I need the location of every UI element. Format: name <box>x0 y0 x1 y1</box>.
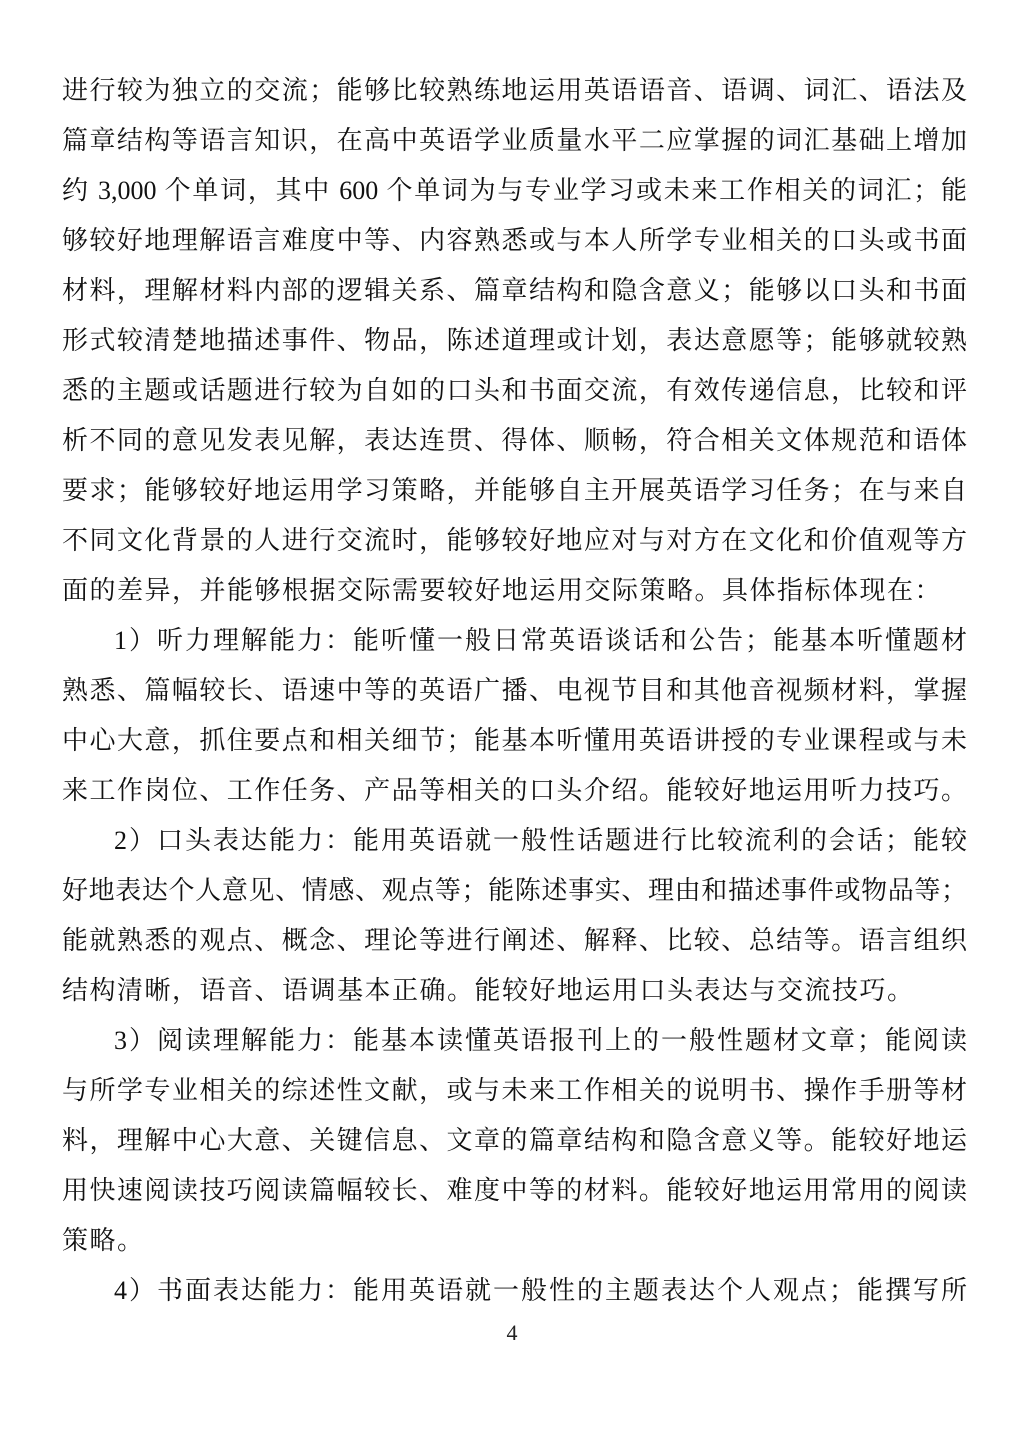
text-line-writing-heading: 4）书面表达能力：能用英语就一般性的主题表达个人观点；能撰写所 <box>114 1276 967 1305</box>
text-line: 料，理解中心大意、关键信息、文章的篇章结构和隐含意义等。能较好地运 <box>62 1126 967 1155</box>
text-line: 不同文化背景的人进行交流时，能够较好地应对与对方在文化和价值观等方 <box>62 526 967 555</box>
text-line: 用快速阅读技巧阅读篇幅较长、难度中等的材料。能较好地运用常用的阅读 <box>62 1176 967 1205</box>
text-line: 熟悉、篇幅较长、语速中等的英语广播、电视节目和其他音视频材料，掌握 <box>62 676 967 705</box>
text-line: 面的差异，并能够根据交际需要较好地运用交际策略。具体指标体现在： <box>62 576 943 605</box>
text-line: 约 3,000 个单词，其中 600 个单词为与专业学习或未来工作相关的词汇；能 <box>62 176 967 205</box>
text-line: 材料，理解材料内部的逻辑关系、篇章结构和隐含意义；能够以口头和书面 <box>62 276 967 305</box>
document-body <box>62 66 967 1316</box>
text-line: 析不同的意见发表见解，表达连贯、得体、顺畅，符合相关文体规范和语体 <box>62 426 967 455</box>
text-line: 够较好地理解语言难度中等、内容熟悉或与本人所学专业相关的口头或书面 <box>62 226 967 255</box>
text-line-speaking-heading: 2）口头表达能力：能用英语就一般性话题进行比较流利的会话；能较 <box>114 826 967 855</box>
page-footer <box>0 1318 1024 1348</box>
page-number: 4 <box>506 1320 518 1345</box>
text-line: 要求；能够较好地运用学习策略，并能够自主开展英语学习任务；在与来自 <box>62 476 967 505</box>
text-line: 策略。 <box>62 1226 145 1255</box>
text-line: 悉的主题或话题进行较为自如的口头和书面交流，有效传递信息，比较和评 <box>62 376 967 405</box>
text-line: 篇章结构等语言知识，在高中英语学业质量水平二应掌握的词汇基础上增加 <box>62 126 967 155</box>
text-line: 好地表达个人意见、情感、观点等；能陈述事实、理由和描述事件或物品等； <box>62 876 967 905</box>
text-line: 进行较为独立的交流；能够比较熟练地运用英语语音、语调、词汇、语法及 <box>62 76 967 105</box>
text-line: 来工作岗位、工作任务、产品等相关的口头介绍。能较好地运用听力技巧。 <box>62 776 967 805</box>
text-line: 与所学专业相关的综述性文献，或与未来工作相关的说明书、操作手册等材 <box>62 1076 967 1105</box>
text-line: 形式较清楚地描述事件、物品，陈述道理或计划，表达意愿等；能够就较熟 <box>62 326 967 355</box>
text-line: 结构清晰，语音、语调基本正确。能较好地运用口头表达与交流技巧。 <box>62 976 915 1005</box>
text-line-reading-heading: 3）阅读理解能力：能基本读懂英语报刊上的一般性题材文章；能阅读 <box>114 1026 967 1055</box>
text-line-listening-heading: 1）听力理解能力：能听懂一般日常英语谈话和公告；能基本听懂题材 <box>114 626 967 655</box>
text-line: 中心大意，抓住要点和相关细节；能基本听懂用英语讲授的专业课程或与未 <box>62 726 967 755</box>
text-line: 能就熟悉的观点、概念、理论等进行阐述、解释、比较、总结等。语言组织 <box>62 926 967 955</box>
